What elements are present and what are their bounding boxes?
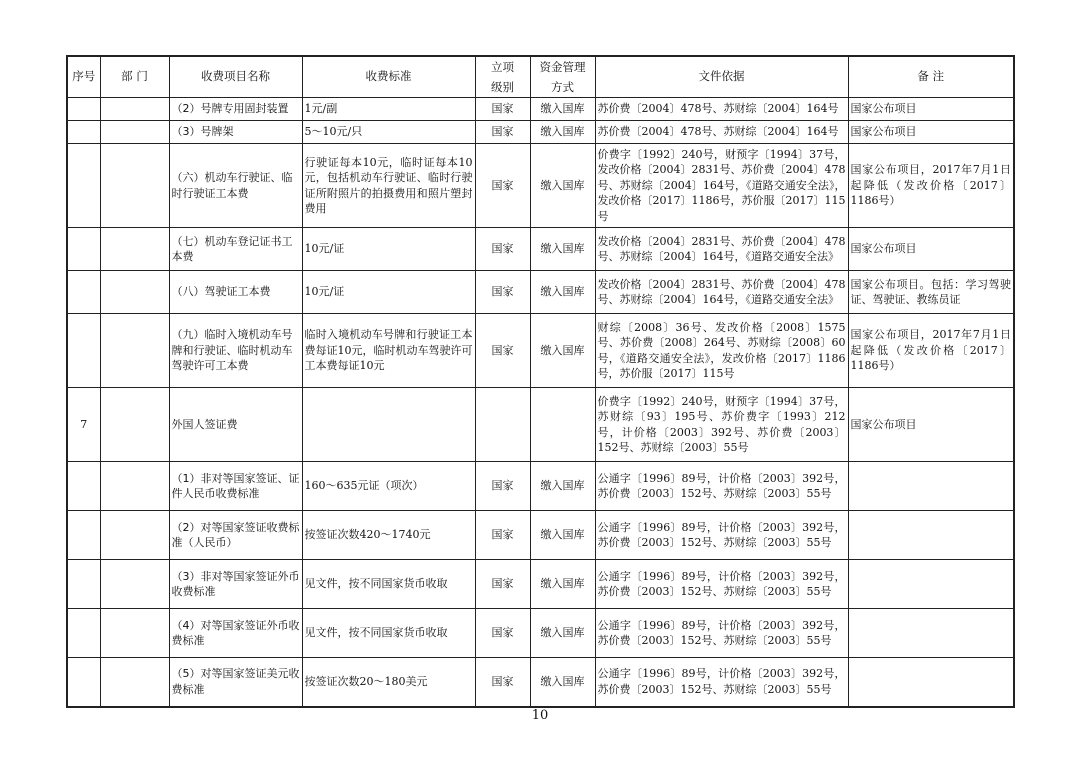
cell-note: 国家公布项目。包括：学习驾驶证、驾驶证、教练员证	[848, 271, 1014, 314]
cell-fund-method: 缴入国库	[530, 560, 595, 609]
cell-item-name: （2）号牌专用固封装置	[169, 98, 302, 121]
header-cell-note: 备 注	[848, 56, 1014, 98]
cell-fund-method: 缴入国库	[530, 121, 595, 144]
cell-seq	[67, 462, 100, 511]
header-row	[67, 56, 1014, 98]
cell-standard: 按签证次数20～180美元	[302, 658, 475, 707]
cell-standard: 行驶证每本10元，临时证每本10元，包括机动车行驶证、临时行驶证所附照片的拍摄费用和照片塑封费用	[302, 144, 475, 228]
table-row	[67, 228, 1014, 271]
header-cell-basis: 文件依据	[595, 56, 848, 98]
cell-note: 国家公布项目	[848, 98, 1014, 121]
cell-level: 国家	[475, 609, 530, 658]
cell-fund-method: 缴入国库	[530, 314, 595, 388]
cell-note: 国家公布项目	[848, 228, 1014, 271]
cell-item-name: （3）非对等国家签证外币收费标准	[169, 560, 302, 609]
table-row	[67, 144, 1014, 228]
table-row	[67, 511, 1014, 560]
cell-basis: 苏价费〔2004〕478号、苏财综〔2004〕164号	[595, 121, 848, 144]
cell-level: 国家	[475, 121, 530, 144]
cell-level	[475, 388, 530, 462]
cell-seq	[67, 314, 100, 388]
cell-fund-method: 缴入国库	[530, 609, 595, 658]
cell-dept	[100, 511, 169, 560]
cell-level: 国家	[475, 462, 530, 511]
cell-standard: 见文件，按不同国家货币收取	[302, 560, 475, 609]
cell-level: 国家	[475, 144, 530, 228]
table-row	[67, 314, 1014, 388]
cell-item-name: （九）临时入境机动车号牌和行驶证、临时机动车驾驶许可工本费	[169, 314, 302, 388]
cell-fund-method: 缴入国库	[530, 98, 595, 121]
table-row	[67, 271, 1014, 314]
cell-basis: 发改价格〔2004〕2831号、苏价费〔2004〕478号、苏财综〔2004〕164号，《道路交通安全法》	[595, 228, 848, 271]
page-number: 10	[531, 708, 549, 723]
cell-fund-method: 缴入国库	[530, 658, 595, 707]
cell-note	[848, 609, 1014, 658]
cell-fund-method: 缴入国库	[530, 228, 595, 271]
cell-note: 国家公布项目，2017年7月1日起降低（发改价格〔2017〕1186号）	[848, 144, 1014, 228]
cell-item-name: （2）对等国家签证收费标准（人民币）	[169, 511, 302, 560]
cell-seq: 7	[67, 388, 100, 462]
cell-item-name: （八）驾驶证工本费	[169, 271, 302, 314]
cell-level: 国家	[475, 314, 530, 388]
cell-level: 国家	[475, 228, 530, 271]
cell-fund-method	[530, 388, 595, 462]
table-row	[67, 609, 1014, 658]
cell-note: 国家公布项目	[848, 121, 1014, 144]
cell-note	[848, 511, 1014, 560]
cell-dept	[100, 462, 169, 511]
cell-basis: 公通字〔1996〕89号，计价格〔2003〕392号，苏价费〔2003〕152号、苏财综〔2003〕55号	[595, 560, 848, 609]
cell-level: 国家	[475, 271, 530, 314]
header-cell-name: 收费项目名称	[169, 56, 302, 98]
cell-basis: 财综〔2008〕36号、发改价格〔2008〕1575号、苏价费〔2008〕264号、苏财综〔2008〕60号，《道路交通安全法》，发改价格〔2017〕1186号，苏价服〔2017〕115号	[595, 314, 848, 388]
cell-dept	[100, 144, 169, 228]
cell-item-name: （七）机动车登记证书工本费	[169, 228, 302, 271]
cell-standard: 5～10元/只	[302, 121, 475, 144]
cell-item-name: 外国人签证费	[169, 388, 302, 462]
table-row	[67, 658, 1014, 707]
cell-dept	[100, 271, 169, 314]
fee-table	[66, 55, 1015, 708]
table-row	[67, 388, 1014, 462]
cell-dept	[100, 658, 169, 707]
cell-basis: 发改价格〔2004〕2831号、苏价费〔2004〕478号、苏财综〔2004〕164号，《道路交通安全法》	[595, 271, 848, 314]
cell-seq	[67, 121, 100, 144]
cell-item-name: （1）非对等国家签证、证件人民币收费标准	[169, 462, 302, 511]
cell-fund-method: 缴入国库	[530, 462, 595, 511]
cell-standard: 按签证次数420～1740元	[302, 511, 475, 560]
cell-standard	[302, 388, 475, 462]
header-cell-fund: 资金管理 方式	[530, 56, 595, 98]
table-row	[67, 462, 1014, 511]
cell-basis: 价费字〔1992〕240号，财预字〔1994〕37号，发改价格〔2004〕2831号、苏价费〔2004〕478号、苏财综〔2004〕164号，《道路交通安全法》，发改价格〔2017〕1186号，苏价服〔2017〕115号	[595, 144, 848, 228]
cell-seq	[67, 560, 100, 609]
table-row	[67, 560, 1014, 609]
cell-level: 国家	[475, 511, 530, 560]
cell-basis: 苏价费〔2004〕478号、苏财综〔2004〕164号	[595, 98, 848, 121]
cell-seq	[67, 228, 100, 271]
table-row	[67, 98, 1014, 121]
cell-seq	[67, 511, 100, 560]
cell-dept	[100, 228, 169, 271]
cell-fund-method: 缴入国库	[530, 271, 595, 314]
cell-dept	[100, 121, 169, 144]
cell-seq	[67, 144, 100, 228]
cell-level: 国家	[475, 658, 530, 707]
cell-seq	[67, 271, 100, 314]
header-cell-level: 立项 级别	[475, 56, 530, 98]
cell-dept	[100, 314, 169, 388]
cell-item-name: （六）机动车行驶证、临时行驶证工本费	[169, 144, 302, 228]
cell-seq	[67, 609, 100, 658]
cell-item-name: （5）对等国家签证美元收费标准	[169, 658, 302, 707]
cell-note	[848, 560, 1014, 609]
cell-note	[848, 462, 1014, 511]
cell-standard: 1元/副	[302, 98, 475, 121]
cell-fund-method: 缴入国库	[530, 144, 595, 228]
cell-dept	[100, 98, 169, 121]
cell-basis: 公通字〔1996〕89号，计价格〔2003〕392号，苏价费〔2003〕152号、苏财综〔2003〕55号	[595, 511, 848, 560]
table-row	[67, 121, 1014, 144]
header-cell-dept: 部 门	[100, 56, 169, 98]
cell-level: 国家	[475, 98, 530, 121]
cell-dept	[100, 388, 169, 462]
cell-seq	[67, 98, 100, 121]
header-cell-seq: 序号	[67, 56, 100, 98]
cell-fund-method: 缴入国库	[530, 511, 595, 560]
header-cell-standard: 收费标准	[302, 56, 475, 98]
cell-basis: 公通字〔1996〕89号，计价格〔2003〕392号，苏价费〔2003〕152号、苏财综〔2003〕55号	[595, 658, 848, 707]
cell-standard: 见文件，按不同国家货币收取	[302, 609, 475, 658]
cell-dept	[100, 560, 169, 609]
cell-item-name: （3）号牌架	[169, 121, 302, 144]
cell-basis: 价费字〔1992〕240号，财预字〔1994〕37号，苏财综〔93〕195号、苏价费字〔1993〕212号，计价格〔2003〕392号、苏价费〔2003〕152号、苏财综〔2003〕55号	[595, 388, 848, 462]
cell-note	[848, 658, 1014, 707]
cell-standard: 10元/证	[302, 271, 475, 314]
cell-standard: 10元/证	[302, 228, 475, 271]
cell-seq	[67, 658, 100, 707]
cell-note: 国家公布项目	[848, 388, 1014, 462]
cell-level: 国家	[475, 560, 530, 609]
cell-standard: 160～635元证（项次）	[302, 462, 475, 511]
cell-basis: 公通字〔1996〕89号，计价格〔2003〕392号，苏价费〔2003〕152号、苏财综〔2003〕55号	[595, 609, 848, 658]
cell-note: 国家公布项目，2017年7月1日起降低（发改价格〔2017〕1186号）	[848, 314, 1014, 388]
cell-standard: 临时入境机动车号牌和行驶证工本费每证10元，临时机动车驾驶许可工本费每证10元	[302, 314, 475, 388]
cell-item-name: （4）对等国家签证外币收费标准	[169, 609, 302, 658]
cell-basis: 公通字〔1996〕89号，计价格〔2003〕392号，苏价费〔2003〕152号、苏财综〔2003〕55号	[595, 462, 848, 511]
cell-dept	[100, 609, 169, 658]
